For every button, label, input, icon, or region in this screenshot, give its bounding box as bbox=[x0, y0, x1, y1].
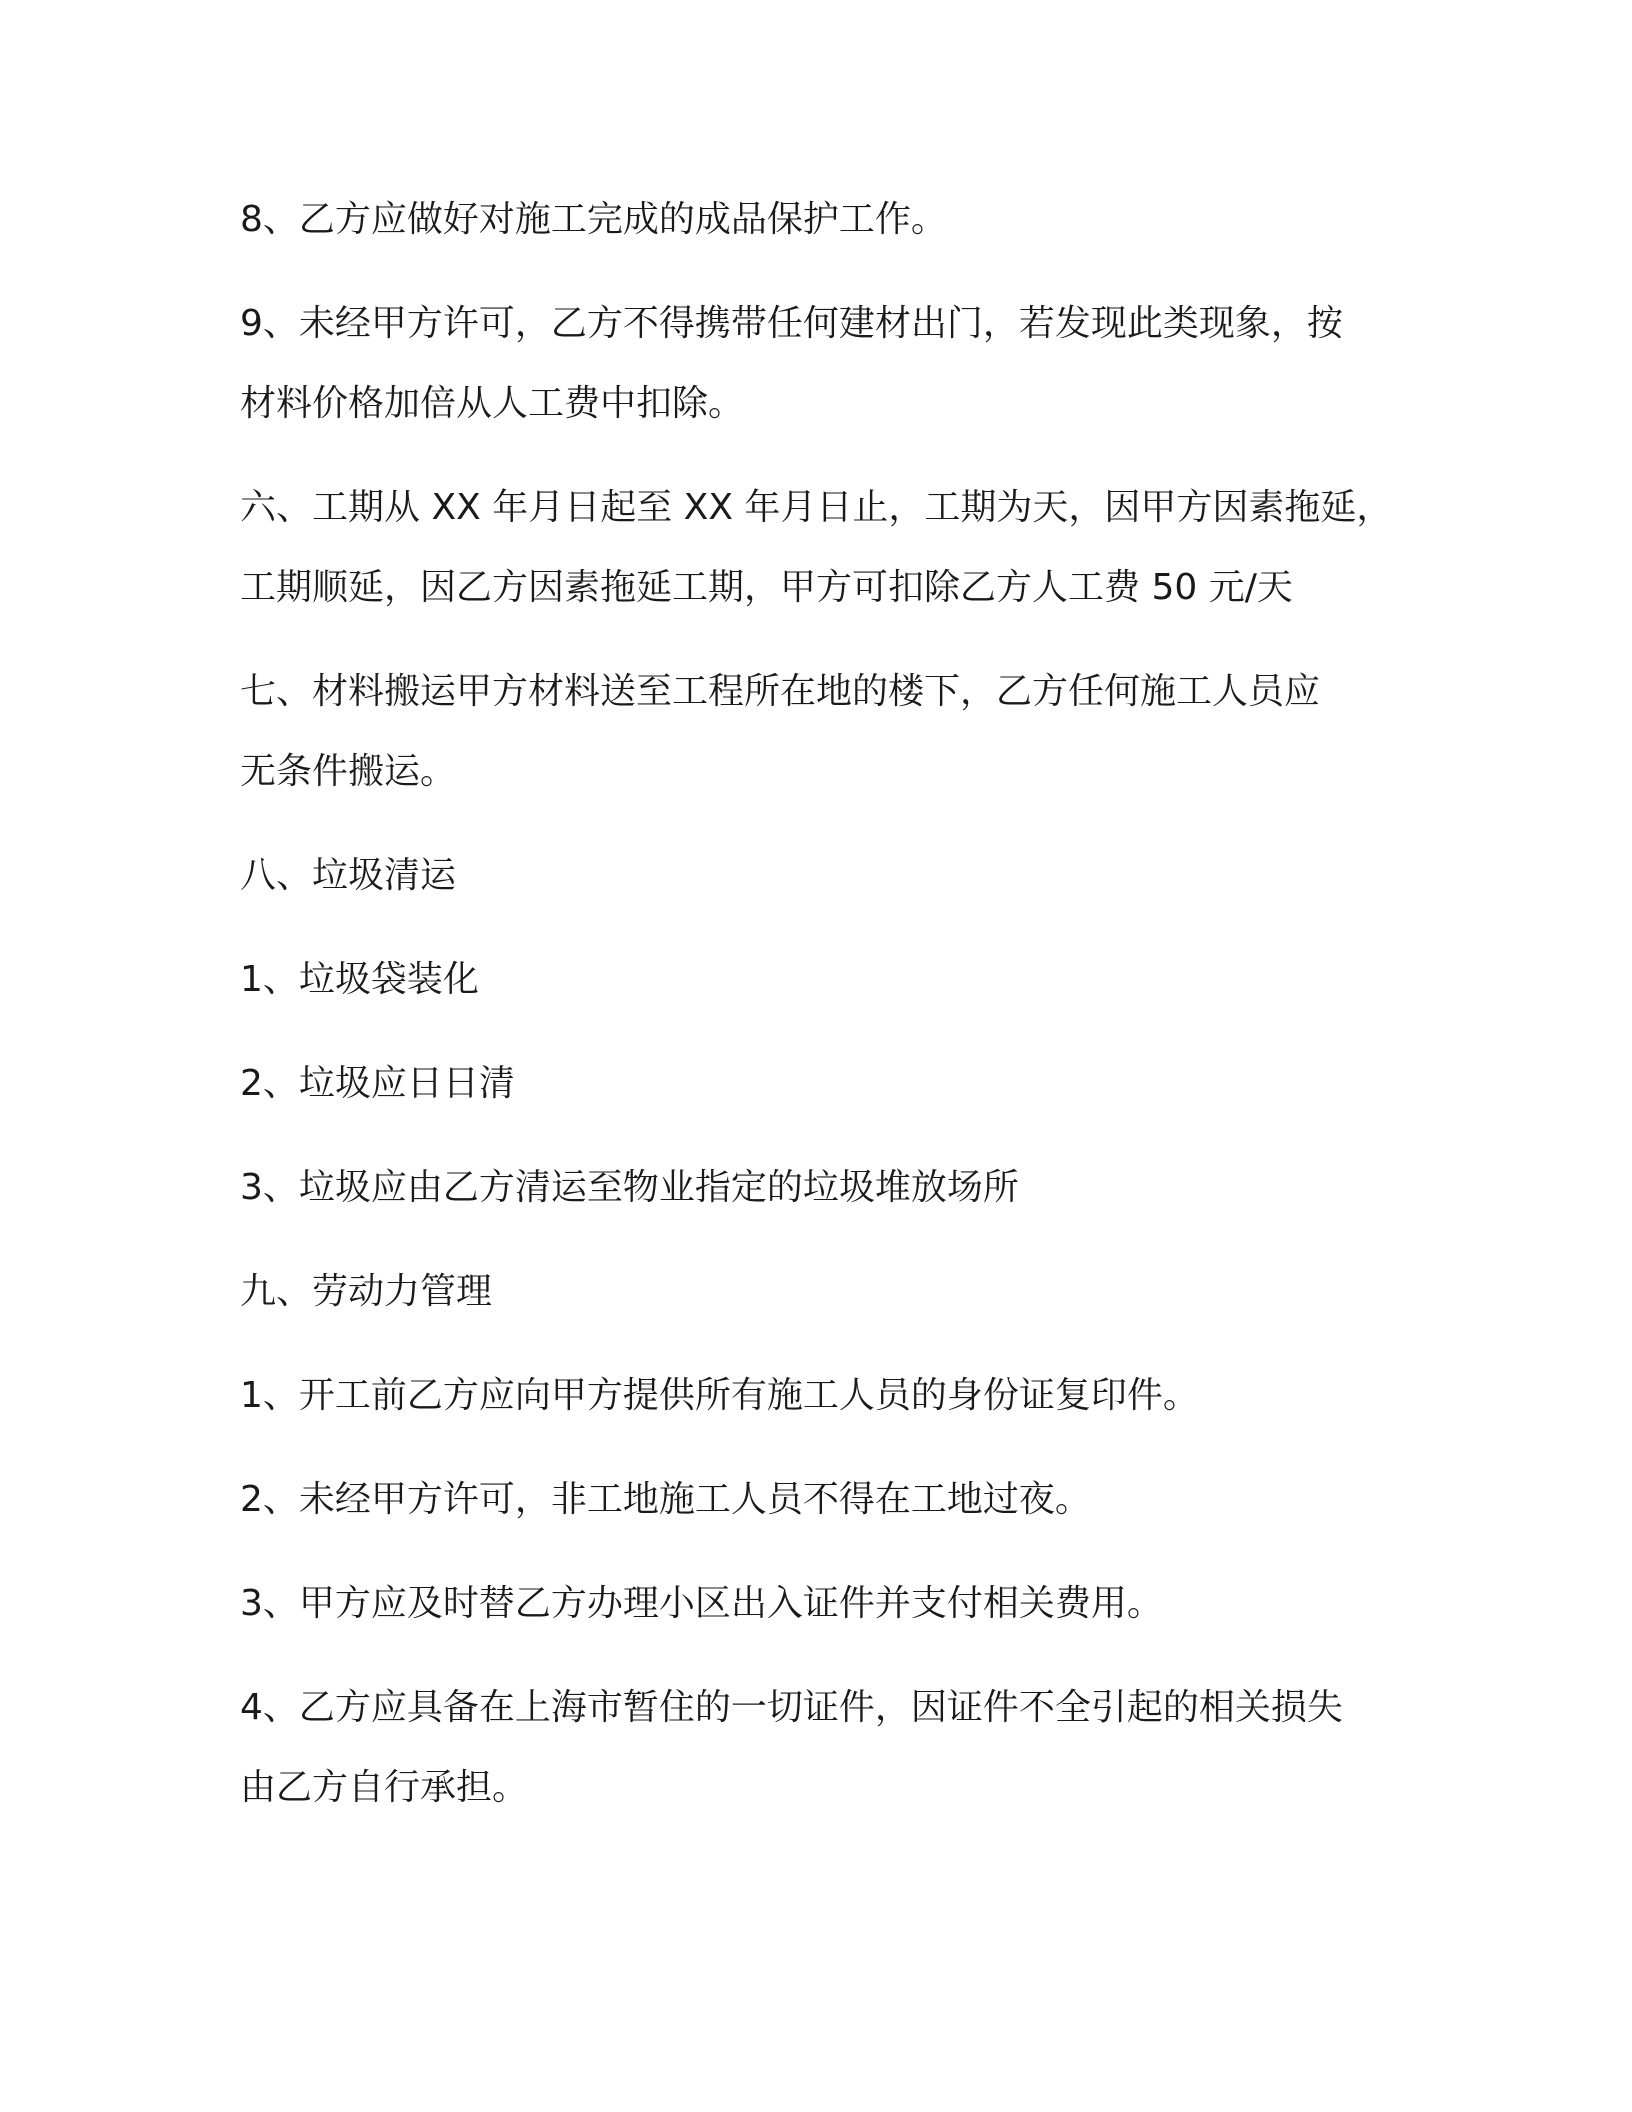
section-9-item-2 bbox=[240, 1460, 1400, 1540]
text-line: 3、垃圾应由乙方清运至物业指定的垃圾堆放场所 bbox=[240, 1167, 1019, 1208]
section-9-item-1 bbox=[240, 1356, 1400, 1436]
text-line: 七、材料搬运甲方材料送至工程所在地的楼下，乙方任何施工人员应 bbox=[240, 671, 1321, 712]
text-line: 八、垃圾清运 bbox=[240, 855, 457, 896]
text-line: 由乙方自行承担。 bbox=[240, 1767, 529, 1808]
clause-8 bbox=[240, 180, 1400, 260]
text-line: 1、开工前乙方应向甲方提供所有施工人员的身份证复印件。 bbox=[240, 1375, 1199, 1416]
text-line: 九、劳动力管理 bbox=[240, 1271, 493, 1312]
section-8-item-1 bbox=[240, 940, 1400, 1020]
text-line: 材料价格加倍从人工费中扣除。 bbox=[240, 383, 745, 424]
text-line: 2、垃圾应日日清 bbox=[240, 1063, 515, 1104]
document-body bbox=[240, 180, 1400, 1852]
text-line: 无条件搬运。 bbox=[240, 751, 457, 792]
text-line: 8、乙方应做好对施工完成的成品保护工作。 bbox=[240, 199, 947, 240]
text-line: 工期顺延，因乙方因素拖延工期，甲方可扣除乙方人工费 50 元/天 bbox=[240, 567, 1293, 608]
text-line: 1、垃圾袋装化 bbox=[240, 959, 479, 1000]
clause-9 bbox=[240, 284, 1400, 444]
text-line: 9、未经甲方许可，乙方不得携带任何建材出门，若发现此类现象，按 bbox=[240, 303, 1343, 344]
section-8-item-3 bbox=[240, 1148, 1400, 1228]
section-8-heading bbox=[240, 836, 1400, 916]
section-6-schedule bbox=[240, 468, 1400, 628]
section-9-item-4 bbox=[240, 1668, 1400, 1828]
section-9-item-3 bbox=[240, 1564, 1400, 1644]
text-line: 4、乙方应具备在上海市暂住的一切证件，因证件不全引起的相关损失 bbox=[240, 1687, 1343, 1728]
text-line: 3、甲方应及时替乙方办理小区出入证件并支付相关费用。 bbox=[240, 1583, 1163, 1624]
text-line: 六、工期从 XX 年月日起至 XX 年月日止，工期为天，因甲方因素拖延， bbox=[240, 487, 1393, 528]
section-8-item-2 bbox=[240, 1044, 1400, 1124]
section-7-material-transport bbox=[240, 652, 1400, 812]
text-line: 2、未经甲方许可，非工地施工人员不得在工地过夜。 bbox=[240, 1479, 1091, 1520]
section-9-heading bbox=[240, 1252, 1400, 1332]
